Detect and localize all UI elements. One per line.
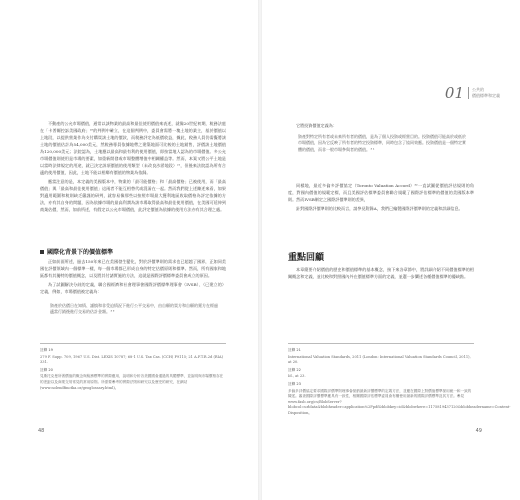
square-bullet-icon [40,250,44,254]
market-value-quote: 資產於估價日在知情、謹慎和非受迫情況下進行公平交易中，由自願的買方和自願的賣方在經過適當行銷後進行交易的估計金額。³⁰ [50,303,218,315]
investment-value-quote: 資產對特定所有者或未來所有者的價值，是為了個人投資或經營目的。投資價值可能高於或低於市場價值，因為它反映了所有者的特定投資標準，同時包含了協同效應。投資價值是一個特定實體的價值，而非一般市場參與者的價值。³¹ [298,134,466,152]
left-paragraph-3: 正如前面所述，過去150年來已在美國發生變化，對於評價準則的需求也已超越了國界，正如同美國在評價領域內一個標準一樣，每一個市場都已形成自身的特定估價原則和標準。然而，所有國家和地區都有其獨特的價值概念，以及將其付諸實施的方法，這就是國際評價標準委員會成立的原因。 [40,259,226,278]
footnote-rule [40,343,226,344]
chapter-title [468,87,500,99]
right-intro [288,122,474,131]
section-heading-international [40,247,113,256]
right-paragraph-2: 針對國際評價準則的比較而言，請參見附錄A，我們已編製國際評價準則的定義和詳細信息。 [296,206,463,211]
section-heading-review [288,250,324,263]
page-number-left: 48 [38,428,45,434]
footnote-label: 註釋 20 [40,367,53,372]
chapter-number: 01 [444,84,464,102]
left-paragraph-1: 不動產的公允市場價值，通常以該物業的最高和最佳使用價值來表述，就像20世紀初期，稅務法庭在「卡普爾控訴美國政府」²⁹的判例中確立，在這個判例中，委員會需將一塊土地的業主，基於價值以上地段，以提供營業作為支付購買該土地的價款，而稅務評定為低價收益，據此，稅務人員仍需擬將該土地的價值估計為54,000美元，然稅務專員依據地帶之建築地面可比較的土地銷售，評價該土地價值為120,000美元；法院認為，土地應以最高和最有利的使用價值，即按當地人認為的市場價值。多公允市場價值則使用是市場的要素，如重新開發或市場整體增值中相關權益等。然而，本案又將公平土地是以當時法律規定的用途，就已決定該項價值的使用類型（未改良沙淤地段）²¹，但後來法院認為所有合適的使用價值，因此，土地不能以相鄰有價值的物業為依歸。 [40,121,226,175]
right-paragraph-3: 本章簡要介紹價值的歷史和價值標準的基本概念，接下來各章節中，將詳細介紹不同價值標準的相關概念和定義，並比較和對照國內外在價值標準方面的定義，並選一步闡述各種價值標準的優缺點。 [288,267,474,279]
footnote-text: Id., at 23. [288,374,306,379]
footnote-rule [288,343,474,344]
footnote-text: International Valuation Standards, 2011 (London: International Valuation Standards Council, 2011), at 20. [288,354,471,365]
running-header [445,86,500,101]
right-intro-text: 它將投資價值定義為： [296,123,337,128]
left-footnotes [40,348,226,393]
right-paragraph-1: 同樣地，最近多倫多評價協定（Toronto Valuation Accord）³²一直試圖從價值評估規則的角度，對國內價值的規範定標，而且美國評估標準委員會聯合規範了國際評估標準的價值的美國版本準則。然而IVSB制定之國際評價準則的差異， [288,183,474,202]
footnote-label: 註釋 23 [288,381,301,386]
section-heading-text: 國際化背景下的價值標準 [47,249,114,256]
right-body-2 [288,266,474,282]
right-footnotes [288,348,511,419]
right-quote [298,134,468,153]
review-heading-text: 重點回顧 [288,253,325,263]
left-body-2 [40,258,226,297]
footnote-label: 註釋 21 [288,348,301,352]
footnote-text: 見斯托克曼所著價值的概念與稅務標準的實際應用，說明和分析各美國國會通過的具體標準，並說明與市場價格存在的差距以及商業交易常見的常用原則。所需要參考的實際法則和研究以及歷史的研究，在網站 (www.nolendfinotka.or/geoglossary.html)。 [40,374,224,390]
left-paragraph-2: 應當注意的是，本定義的美國版本中，物業的「最可能價格」和「最高價格」已被使用，而「最高價值」與「最高和最佳使用價值」這兩者不能互相替代或混淆在一起。然而我們從上述陳述來看，如果對適用範圍和稅則缺乏嚴謹的研判，就容易像那些以按照市場最大獲利地區收取價格為評定依據的方法，亦有其自身的問題，因為依據市場的最高利潤為該市場取得最高和最佳使用價值，在美國可延伸到商業估價，然而，如前所述，有假定以公允市場價值，此評定價值為依據的使用方法亦有其合理之處。 [40,179,226,212]
left-body [40,120,226,215]
chapter-title-line-2: 價值標準和定義 [472,93,500,98]
page-number-right: 49 [475,428,482,434]
footnote-label: 註釋 19 [40,348,53,352]
right-page [262,0,520,500]
left-page [0,0,258,500]
footnote-text: 279 F. Supp. 709, 1967 U.S. Dist. LEXIS 10787; 68-1 U.S. Tax Cas. (CCH) P9115; 21 A.F.T.R.2d (RIA) 331. [40,354,224,365]
chapter-title-line-1: 公共的 [472,87,484,92]
left-quote [50,303,218,316]
footnote-text: 多倫多評價協定要求國際評價準則理事會採納最新評價標準的定義方法，並應在國際上對價值標準採用統一和一致的陳述。審查國際評價標準應具有一致性，相關國際評估標準委員會有權使用最新的國際評價標準及其方法。參見 www.fasb.org/cs/BlobServer?blobcol=urldata&blobheader=application%2Fpdf&blobkey=id&blobwhere=1175819437120&blobheadername=Content-Disposition。 [288,388,511,415]
right-body [288,182,474,214]
footnote-label: 註釋 22 [288,367,301,372]
left-paragraph-4: 為了試圖解決分歧的定義，聯合國經濟和社會理事會國際評價標準理事會（IVSB）、（已建立的）定義，例如，市場價值被定義為： [40,282,226,294]
